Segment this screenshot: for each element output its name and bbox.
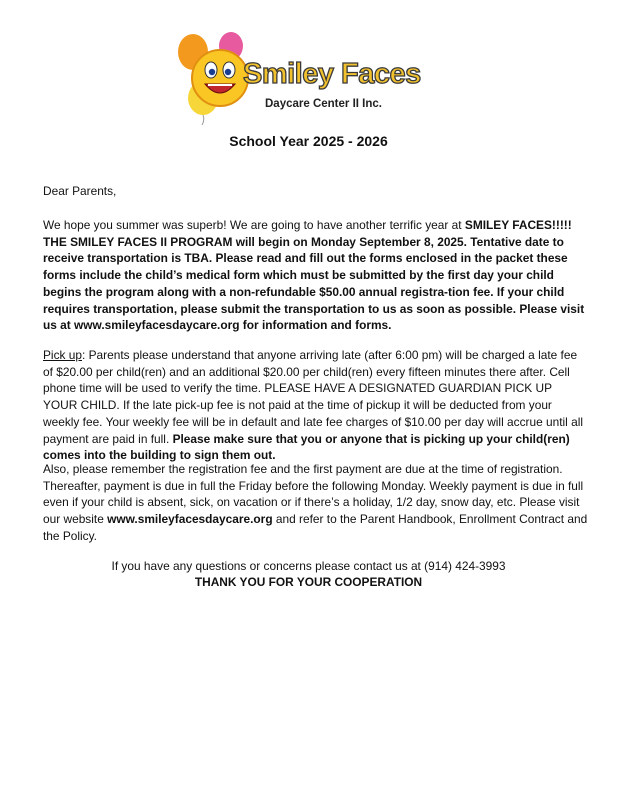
intro-paragraph: [43, 217, 588, 334]
payment-text: Also, please remember the registration fee and the first payment are due at the time of registration. Thereafter, payment is due in full the Friday before the following Monday. Weekly payment is due in full even if your child is absent, sick, on vacation or if there’s a holiday, 1/2 day, snow day, etc. Please visit our website: [43, 462, 584, 527]
page-title: School Year 2025 - 2026: [229, 133, 388, 149]
payment-text-end: and refer to the Parent Handbook, Enrollment Contract and the Policy.: [43, 512, 588, 543]
pickup-label: Pick up: [43, 348, 82, 362]
pickup-text: : Parents please understand that anyone arriving late (after 6:00 pm) will be charged a late fee of $20.00 per child(ren) and an additional $20.00 per child(ren) every fifteen minutes there after. Cell phone time will be used to verify the time. PLEASE HAVE A DESIGNATED GUARDIAN PICK UP YOUR CHILD. If the late pick-up fee is not paid at the time of pickup it will be deducted from your weekly fee. Your weekly fee will be in default and late fee charges of $10.00 per day will accrue until all payment are paid in full.: [43, 348, 584, 446]
website-link[interactable]: www.smileyfacesdaycare.org: [107, 512, 273, 527]
intro-text: We hope you summer was superb! We are going to have another terrific year at: [43, 218, 465, 232]
pickup-paragraph: [43, 347, 588, 464]
thank-you-line: THANK YOU FOR YOUR COOPERATION: [194, 575, 423, 589]
logo: [175, 30, 435, 125]
intro-bold-text: SMILEY FACES!!!!! THE SMILEY FACES II PROGRAM will begin on Monday September 8, 2025. Tentative date to receive transportation is TBA. Please read and fill out the forms enclosed in the packet these forms include the child’s medical form which must be submitted by the first day your child begins the program along with a non-refundable $50.00 annual registra-tion fee. If your child requires transportation, please submit the transportation to us as soon as possible. Please visit us at www.smileyfacesdaycare.org for information and forms.: [43, 218, 585, 333]
pickup-bold-text: Please make sure that you or anyone that is picking up your child(ren) comes into the building to sign them out.: [43, 431, 570, 463]
contact-line: If you have any questions or concerns please contact us at (914) 424-3993: [111, 559, 506, 573]
payment-paragraph: [43, 461, 588, 545]
greeting: [43, 183, 588, 200]
logo-subtitle: Daycare Center II Inc.: [265, 98, 382, 110]
logo-title: Smiley Faces: [243, 58, 421, 90]
greeting-text: Dear Parents,: [43, 184, 117, 198]
